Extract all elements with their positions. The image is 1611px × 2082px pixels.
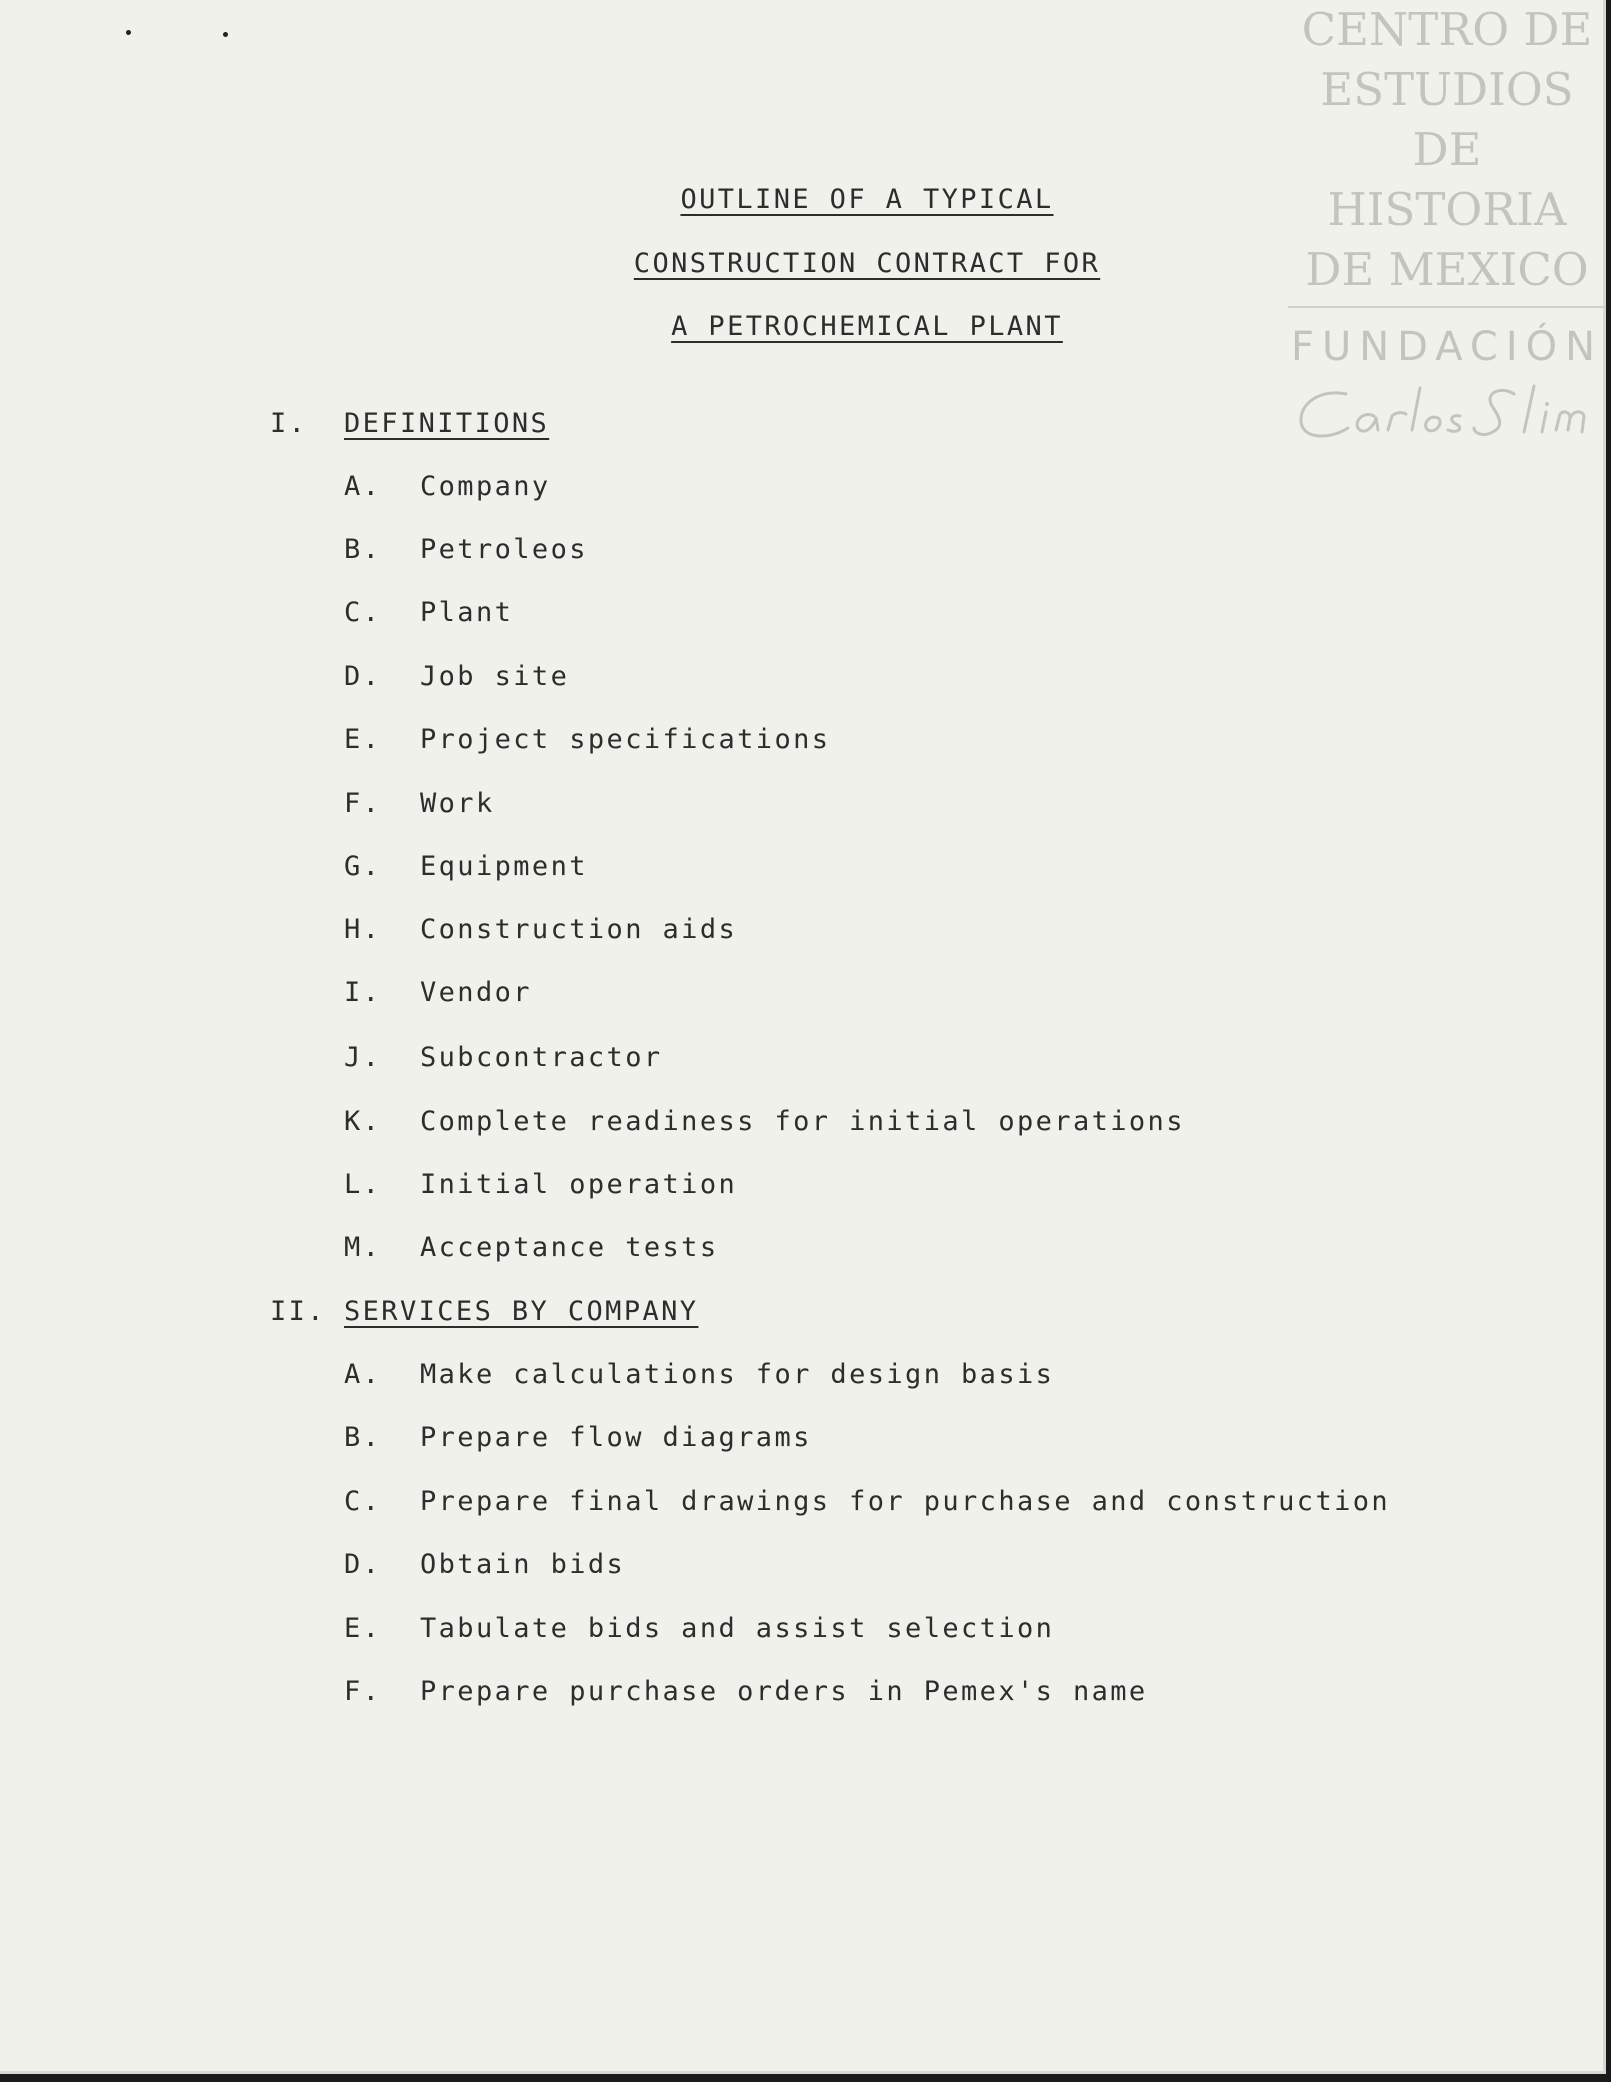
section-2-numeral: II. [270, 1296, 326, 1327]
outline-item-text: Subcontractor [420, 1042, 663, 1073]
outline-item-letter: C. [344, 597, 382, 628]
outline-item-letter: C. [344, 1486, 382, 1517]
section-2-title: SERVICES BY COMPANY [344, 1296, 699, 1327]
watermark-line: CENTRO DE [1301, 3, 1593, 56]
outline-item-text: Work [420, 788, 495, 819]
outline-item-letter: K. [344, 1106, 382, 1137]
outline-item-text: Tabulate bids and assist selection [420, 1613, 1055, 1644]
outline-item-letter: A. [344, 471, 382, 502]
outline-item-text: Acceptance tests [420, 1232, 719, 1263]
outline-item-text: Construction aids [420, 914, 738, 945]
outline-item-letter: D. [344, 1549, 382, 1580]
outline-item-text: Initial operation [420, 1169, 738, 1200]
outline-item-letter: D. [344, 661, 382, 692]
watermark-foundation: FUNDACIÓN [1290, 324, 1604, 370]
watermark-line: DE HISTORIA [1327, 123, 1567, 236]
title-line-2: CONSTRUCTION CONTRACT FOR [633, 248, 1101, 279]
title-line-3: A PETROCHEMICAL PLANT [671, 311, 1063, 342]
section-1-title: DEFINITIONS [344, 408, 550, 439]
outline-item-letter: L. [344, 1169, 382, 1200]
title-line-1: OUTLINE OF A TYPICAL [680, 184, 1054, 215]
outline-item-text: Equipment [420, 851, 588, 882]
outline-item-letter: A. [344, 1359, 382, 1390]
outline-item-letter: G. [344, 851, 382, 882]
outline-item-text: Prepare final drawings for purchase and construction [420, 1486, 1391, 1517]
outline-item-letter: B. [344, 1422, 382, 1453]
outline-item-letter: M. [344, 1232, 382, 1263]
outline-item-letter: F. [344, 788, 382, 819]
watermark-divider [1288, 306, 1606, 308]
outline-item-text: Plant [420, 597, 514, 628]
outline-item-letter: E. [344, 724, 382, 755]
outline-item-text: Obtain bids [420, 1549, 626, 1580]
outline-item-text: Prepare purchase orders in Pemex's name [420, 1676, 1148, 1707]
watermark-line: DE MEXICO [1305, 243, 1589, 296]
outline-item-letter: E. [344, 1613, 382, 1644]
outline-item-letter: I. [344, 977, 382, 1008]
watermark-line: ESTUDIOS [1320, 63, 1574, 116]
outline-item-text: Complete readiness for initial operations [420, 1106, 1185, 1137]
outline-item-letter: H. [344, 914, 382, 945]
outline-item-text: Company [420, 471, 551, 502]
outline-item-text: Job site [420, 661, 570, 692]
outline-item-text: Petroleos [420, 534, 588, 565]
outline-item-letter: J. [344, 1042, 382, 1073]
outline-item-letter: F. [344, 1676, 382, 1707]
outline-item-text: Vendor [420, 977, 532, 1008]
section-1-numeral: I. [270, 408, 308, 439]
outline-item-letter: B. [344, 534, 382, 565]
outline-item-text: Make calculations for design basis [420, 1359, 1055, 1390]
signature-logo [1288, 380, 1606, 450]
archive-watermark [1288, 0, 1606, 455]
outline-item-text: Prepare flow diagrams [420, 1422, 812, 1453]
outline-item-text: Project specifications [420, 724, 831, 755]
